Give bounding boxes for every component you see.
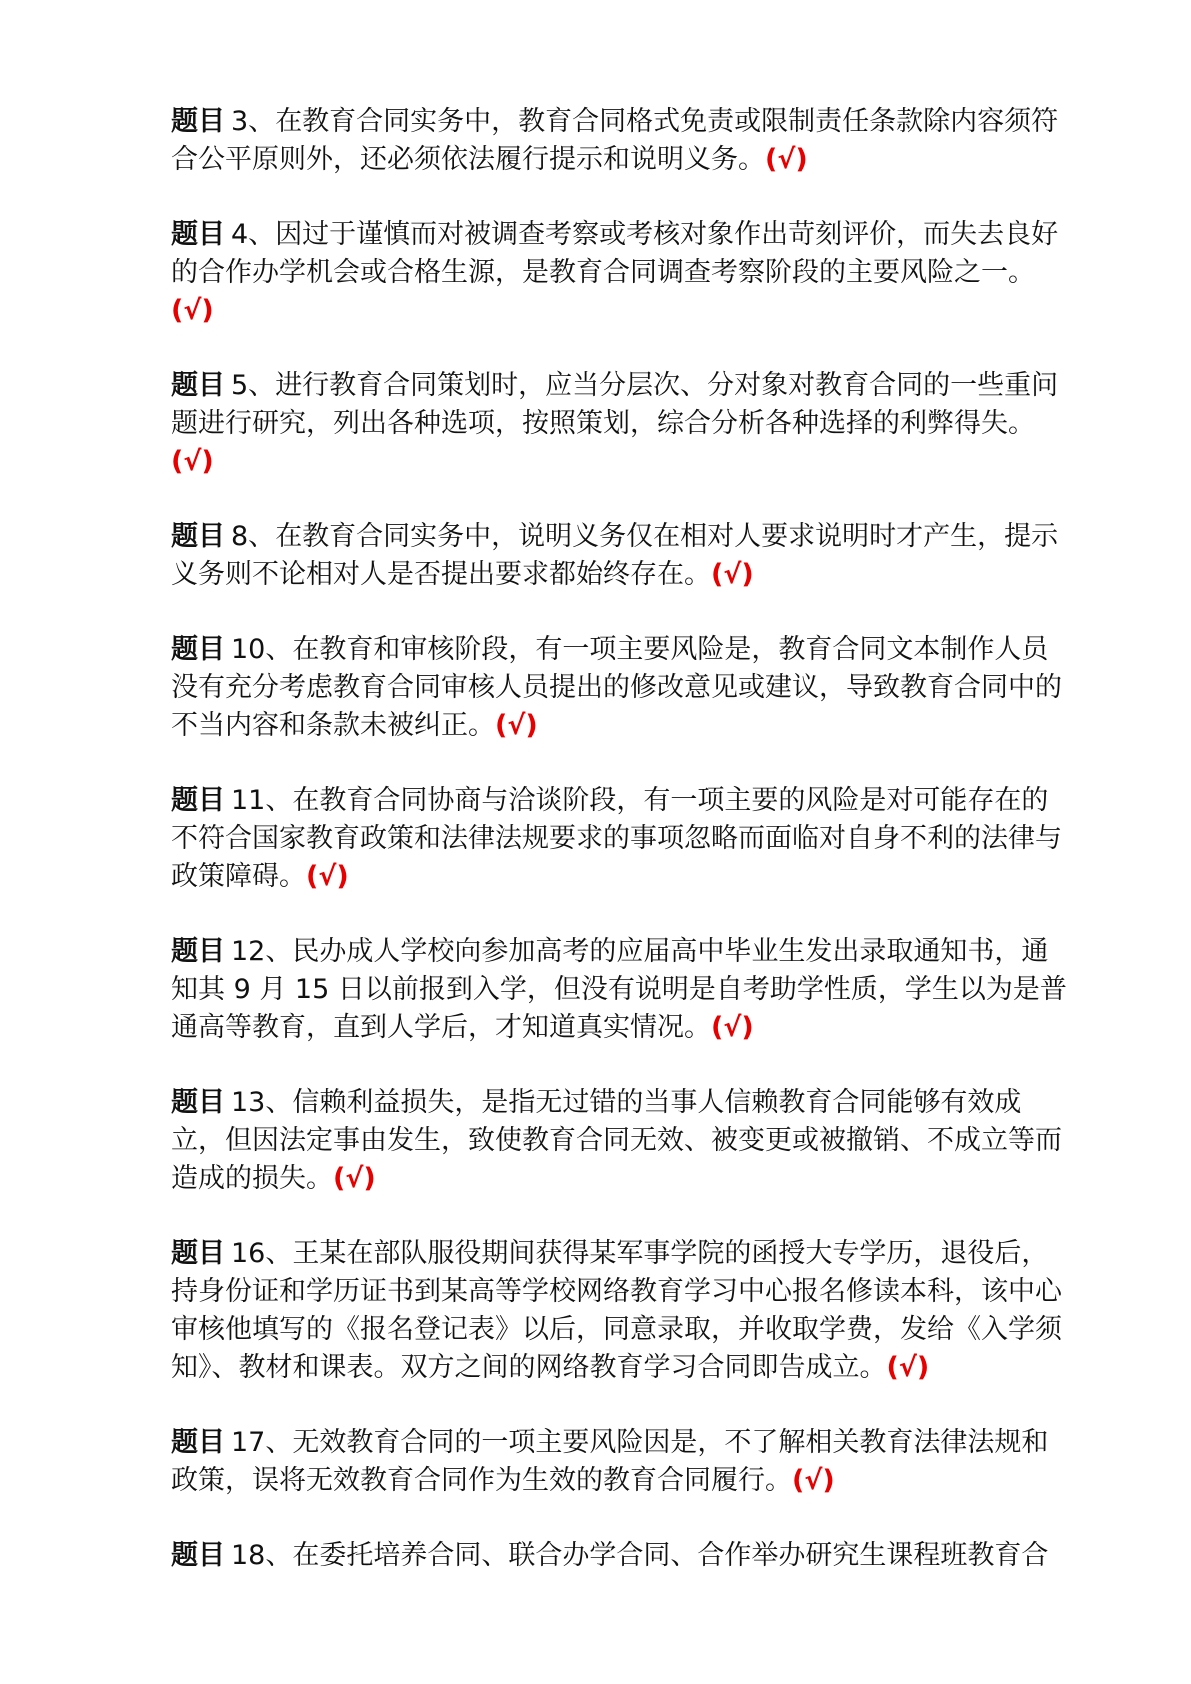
question-number: 10、	[231, 634, 293, 665]
question-label: 题目	[171, 106, 225, 137]
question-4	[171, 216, 1071, 330]
document-page	[171, 103, 1071, 1575]
answer-mark: (√)	[171, 295, 214, 326]
answer-mark: (√)	[792, 1465, 835, 1496]
answer-mark: (√)	[171, 446, 214, 477]
question-text: 因过于谨慎而对被调查考察或考核对象作出苛刻评价，而失去良好的合作办学机会或合格生源，是教育合同调查考察阶段的主要风险之一。	[171, 219, 1059, 288]
question-text: 在教育和审核阶段，有一项主要风险是，教育合同文本制作人员没有充分考虑教育合同审核人员提出的修改意见或建议，导致教育合同中的不当内容和条款未被纠正。	[171, 634, 1062, 741]
question-label: 题目	[171, 1427, 225, 1458]
question-17	[171, 1424, 1071, 1500]
answer-mark: (√)	[306, 861, 349, 892]
question-text: 无效教育合同的一项主要风险因是，不了解相关教育法律法规和政策，误将无效教育合同作为生效的教育合同履行。	[171, 1427, 1049, 1496]
question-number: 18、	[231, 1540, 293, 1571]
question-label: 题目	[171, 1087, 225, 1118]
question-number: 16、	[231, 1238, 293, 1269]
question-number: 12、	[231, 936, 293, 967]
question-number: 17、	[231, 1427, 293, 1458]
question-label: 题目	[171, 521, 225, 552]
question-text: 王某在部队服役期间获得某军事学院的函授大专学历，退役后，持身份证和学历证书到某高等学校网络教育学习中心报名修读本科，该中心审核他填写的《报名登记表》以后，同意录取，并收取学费，发给《入学须知》、教材和课表。双方之间的网络教育学习合同即告成立。	[171, 1238, 1062, 1383]
question-label: 题目	[171, 1540, 225, 1571]
answer-mark: (√)	[333, 1163, 376, 1194]
question-13	[171, 1084, 1071, 1198]
question-text: 信赖利益损失，是指无过错的当事人信赖教育合同能够有效成立，但因法定事由发生，致使教育合同无效、被变更或被撤销、不成立等而造成的损失。	[171, 1087, 1062, 1194]
question-11	[171, 782, 1071, 896]
question-number: 13、	[231, 1087, 293, 1118]
question-label: 题目	[171, 634, 225, 665]
question-label: 题目	[171, 936, 225, 967]
question-8	[171, 518, 1071, 594]
question-18	[171, 1537, 1071, 1575]
answer-mark: (√)	[495, 710, 538, 741]
question-number: 3、	[231, 106, 276, 137]
answer-mark: (√)	[711, 1012, 754, 1043]
question-number: 8、	[231, 521, 276, 552]
question-12	[171, 933, 1071, 1047]
answer-mark: (√)	[886, 1352, 930, 1383]
question-text: 在教育合同实务中，说明义务仅在相对人要求说明时才产生，提示义务则不论相对人是否提出要求都始终存在。	[171, 521, 1059, 590]
question-number: 5、	[231, 370, 276, 401]
question-text: 进行教育合同策划时，应当分层次、分对象对教育合同的一些重问题进行研究，列出各种选项，按照策划，综合分析各种选择的利弊得失。	[171, 370, 1059, 439]
answer-mark: (√)	[765, 144, 808, 175]
question-3	[171, 103, 1071, 179]
question-text: 在教育合同实务中，教育合同格式免责或限制责任条款除内容须符合公平原则外，还必须依法履行提示和说明义务。	[171, 106, 1059, 175]
question-number: 4、	[231, 219, 276, 250]
question-16	[171, 1235, 1071, 1387]
question-text: 民办成人学校向参加高考的应届高中毕业生发出录取通知书，通知其 9 月 15 日以前报到入学，但没有说明是自考助学性质，学生以为是普通高等教育，直到人学后，才知道真实情况。	[171, 936, 1067, 1043]
question-label: 题目	[171, 785, 225, 816]
question-label: 题目	[171, 219, 225, 250]
question-text: 在委托培养合同、联合办学合同、合作举办研究生课程班教育合	[292, 1540, 1049, 1571]
question-5	[171, 367, 1071, 481]
question-label: 题目	[171, 1238, 225, 1269]
question-number: 11、	[231, 785, 293, 816]
question-10	[171, 631, 1071, 745]
answer-mark: (√)	[711, 559, 754, 590]
question-label: 题目	[171, 370, 225, 401]
question-text: 在教育合同协商与洽谈阶段，有一项主要的风险是对可能存在的不符合国家教育政策和法律法规要求的事项忽略而面临对自身不利的法律与政策障碍。	[171, 785, 1062, 892]
